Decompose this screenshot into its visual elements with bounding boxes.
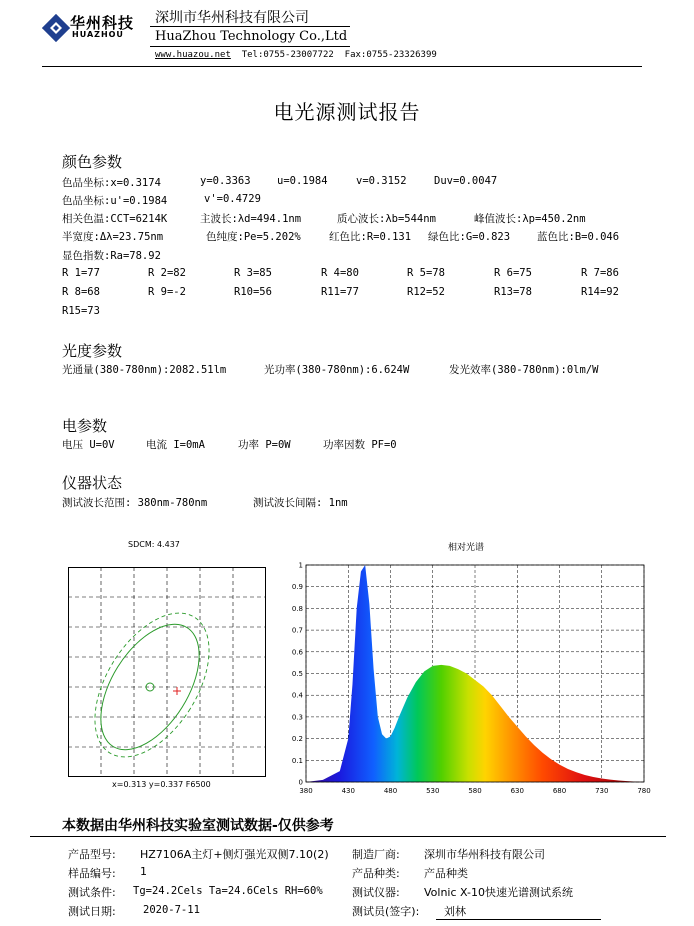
x-tick-label: 530	[426, 787, 440, 795]
chroma-v-prime: v'=0.4729	[204, 193, 261, 205]
r-value: R10=56	[234, 286, 272, 298]
power: 功率 P=0W	[238, 439, 291, 451]
r-value: R12=52	[407, 286, 445, 298]
chroma-u: u=0.1984	[277, 175, 328, 187]
color-row-1	[62, 175, 662, 189]
y-tick-label: 0.9	[291, 583, 303, 592]
voltage: 电压 U=0V	[62, 439, 115, 451]
logo-diamond-icon	[42, 14, 70, 42]
tester-signature-field[interactable]	[436, 903, 601, 920]
instrument-heading: 仪器状态	[62, 474, 123, 492]
instrument-value: Volnic X-10快速光谱测试系统	[424, 886, 573, 899]
y-tick-label: 0.4	[291, 691, 303, 700]
disclaimer: 本数据由华州科技实验室测试数据-仅供参考	[62, 818, 334, 834]
tester-name: 刘林	[444, 905, 466, 918]
sample-label: 样品编号:	[68, 867, 116, 880]
header-rule	[150, 46, 350, 47]
radiant-power: 光功率(380-780nm):6.624W	[264, 364, 410, 376]
color-purity: 色纯度:Pe=5.202%	[206, 231, 301, 243]
company-name-en: HuaZhou Technology Co.,Ltd	[155, 29, 348, 44]
x-tick-label: 580	[468, 787, 482, 795]
header-rule	[150, 26, 350, 27]
power-factor: 功率因数 PF=0	[323, 439, 397, 451]
x-tick-label: 480	[383, 787, 398, 795]
date-label: 测试日期:	[68, 905, 116, 918]
luminous-efficacy: 发光效率(380-780nm):0lm/W	[449, 364, 599, 376]
r-value: R 8=68	[62, 286, 100, 298]
y-tick-label: 0.1	[291, 756, 303, 765]
y-tick-label: 0	[298, 778, 303, 787]
y-tick-label: 0.2	[291, 735, 303, 744]
chroma-x: 色品坐标:x=0.3174	[62, 177, 161, 189]
r-value: R 2=82	[148, 267, 186, 279]
spectrum-title: 相对光谱	[448, 543, 485, 553]
color-row-3	[62, 211, 662, 225]
r-value: R 1=77	[62, 267, 100, 279]
maker-value: 深圳市华州科技有限公司	[424, 848, 545, 861]
r-value: R 7=86	[581, 267, 619, 279]
duv: Duv=0.0047	[434, 175, 498, 187]
y-tick-label: 0.5	[291, 670, 303, 678]
y-tick-label: 0.6	[291, 648, 303, 657]
color-params-heading: 颜色参数	[62, 153, 123, 171]
y-tick-label: 0.3	[291, 713, 303, 722]
model-label: 产品型号:	[68, 848, 116, 861]
header-divider	[42, 66, 642, 67]
wavelength-range: 测试波长范围: 380nm-780nm	[62, 497, 208, 509]
peak-wavelength: 峰值波长:λp=450.2nm	[474, 213, 586, 225]
instrument-label: 测试仪器:	[352, 886, 400, 899]
chroma-u-prime: 色品坐标:u'=0.1984	[62, 195, 168, 207]
current: 电流 I=0mA	[146, 439, 205, 451]
tester-label: 测试员(签字):	[352, 905, 420, 918]
centroid-wavelength: 质心波长:λb=544nm	[337, 213, 436, 225]
model-value: HZ7106A主灯+侧灯强光双侧7.10(2)	[140, 848, 329, 861]
r-values-row-1	[62, 267, 662, 281]
r-value: R14=92	[581, 286, 619, 298]
y-tick-label: 1	[298, 561, 303, 570]
color-rendering-index: 显色指数:Ra=78.92	[62, 250, 161, 262]
relative-spectrum-chart	[288, 557, 658, 797]
r-value: R 5=78	[407, 267, 445, 279]
x-axis-ticks	[299, 787, 650, 795]
conditions-value: Tg=24.2Cels Ta=24.6Cels RH=60%	[133, 885, 323, 897]
red-ratio: 红色比:R=0.131	[329, 231, 412, 243]
cct: 相关色温:CCT=6214K	[62, 213, 168, 225]
sdcm-label: SDCM: 4.437	[128, 540, 180, 549]
fax: Fax:0755-23326399	[344, 50, 437, 60]
website-link[interactable]: www.huazou.net	[155, 50, 231, 60]
r-value: R 3=85	[234, 267, 272, 279]
type-label: 产品种类:	[352, 867, 400, 880]
green-ratio: 绿色比:G=0.823	[428, 231, 511, 243]
photometric-heading: 光度参数	[62, 342, 123, 360]
conditions-label: 测试条件:	[68, 886, 116, 899]
x-tick-label: 730	[595, 787, 609, 795]
x-tick-label: 780	[637, 787, 651, 795]
half-width: 半宽度:Δλ=23.75nm	[62, 231, 164, 243]
logo-text-en: HUAZHOU	[72, 30, 124, 39]
dominant-wavelength: 主波长:λd=494.1nm	[200, 213, 302, 225]
logo-text-cn: 华州科技	[70, 14, 135, 32]
color-row-4	[62, 229, 662, 243]
company-name-cn: 深圳市华州科技有限公司	[155, 10, 309, 26]
sample-value: 1	[140, 865, 147, 878]
r-value: R 4=80	[321, 267, 359, 279]
cie-caption: x=0.313 y=0.337 F6500	[112, 780, 211, 789]
x-tick-label: 680	[552, 787, 567, 795]
color-row-2	[62, 193, 662, 207]
instrument-row	[62, 495, 662, 509]
wavelength-interval: 测试波长间隔: 1nm	[253, 497, 348, 509]
sdcm-ellipse-plot	[68, 567, 266, 777]
r-value: R 9=-2	[148, 286, 186, 298]
electrical-row	[62, 437, 662, 451]
type-value: 产品种类	[424, 867, 468, 880]
x-tick-label: 380	[299, 787, 313, 795]
contact-line	[155, 50, 437, 60]
r-value-15: R15=73	[62, 305, 100, 317]
y-tick-label: 0.7	[291, 626, 303, 635]
telephone: Tel:0755-23007722	[241, 50, 334, 60]
blue-ratio: 蓝色比:B=0.046	[537, 231, 620, 243]
footer-divider	[30, 836, 666, 837]
x-tick-label: 430	[341, 787, 355, 795]
report-title: 电光源测试报告	[273, 100, 421, 124]
chroma-v: v=0.3152	[356, 175, 407, 187]
x-tick-label: 630	[510, 787, 524, 795]
y-axis-ticks	[292, 562, 304, 787]
r-value: R13=78	[494, 286, 532, 298]
luminous-flux: 光通量(380-780nm):2082.51lm	[62, 364, 227, 376]
chroma-y: y=0.3363	[200, 175, 251, 187]
maker-label: 制造厂商:	[352, 848, 400, 861]
electrical-heading: 电参数	[62, 417, 108, 435]
y-tick-label: 0.8	[291, 604, 303, 613]
r-value: R 6=75	[494, 267, 532, 279]
r-value: R11=77	[321, 286, 359, 298]
r-values-row-2	[62, 286, 662, 300]
photometric-row	[62, 362, 662, 376]
date-value: 2020-7-11	[143, 904, 200, 916]
